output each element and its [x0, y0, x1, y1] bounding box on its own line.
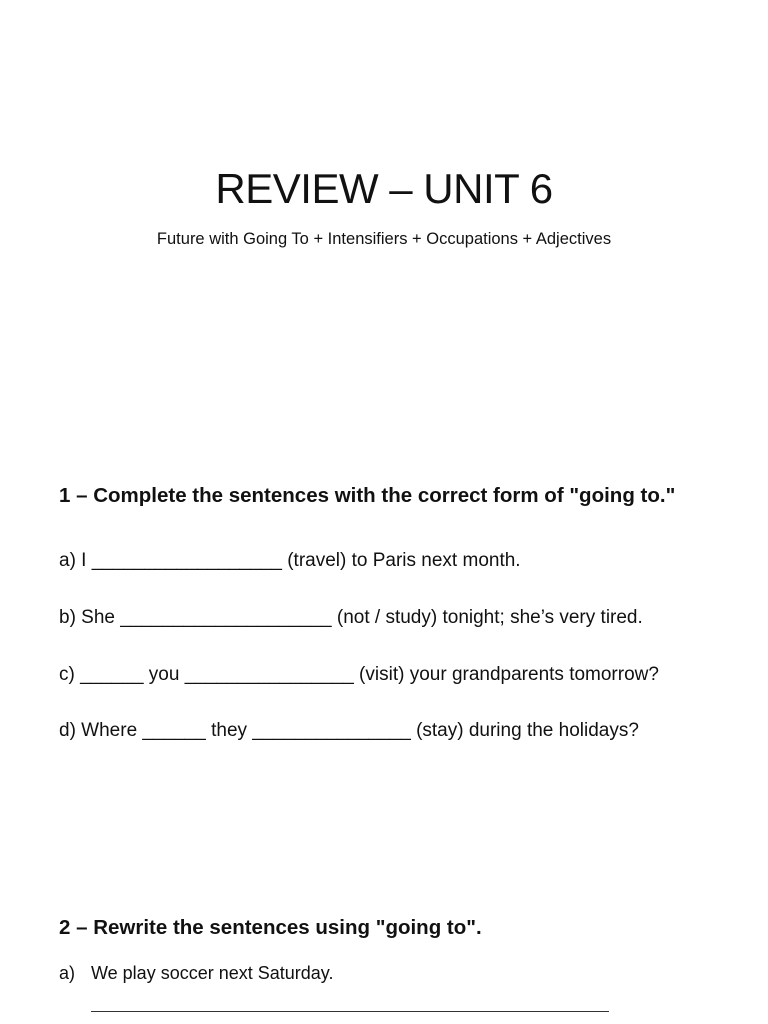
exercise-2-item-letter: a): [59, 963, 76, 983]
exercise-2-item-a: [59, 961, 333, 985]
page-subtitle: Future with Going To + Intensifiers + Occupations + Adjectives: [156, 230, 612, 248]
exercise-2-heading: 2 – Rewrite the sentences using "going to".: [59, 916, 482, 939]
answer-line: [91, 1011, 609, 1012]
exercise-1-item-d: d) Where ______ they _______________ (stay) during the holidays?: [59, 720, 639, 741]
page-title: REVIEW – UNIT 6: [215, 165, 553, 212]
exercise-1-item-c: c) ______ you ________________ (visit) your grandparents tomorrow?: [59, 664, 659, 685]
exercise-1-item-b: b) She ____________________ (not / study) tonight; she’s very tired.: [59, 607, 643, 628]
exercise-1-item-a: a) I __________________ (travel) to Paris next month.: [59, 550, 521, 571]
exercise-1-heading: 1 – Complete the sentences with the correct form of "going to.": [59, 484, 676, 507]
exercise-2-item-text: We play soccer next Saturday.: [91, 963, 334, 983]
